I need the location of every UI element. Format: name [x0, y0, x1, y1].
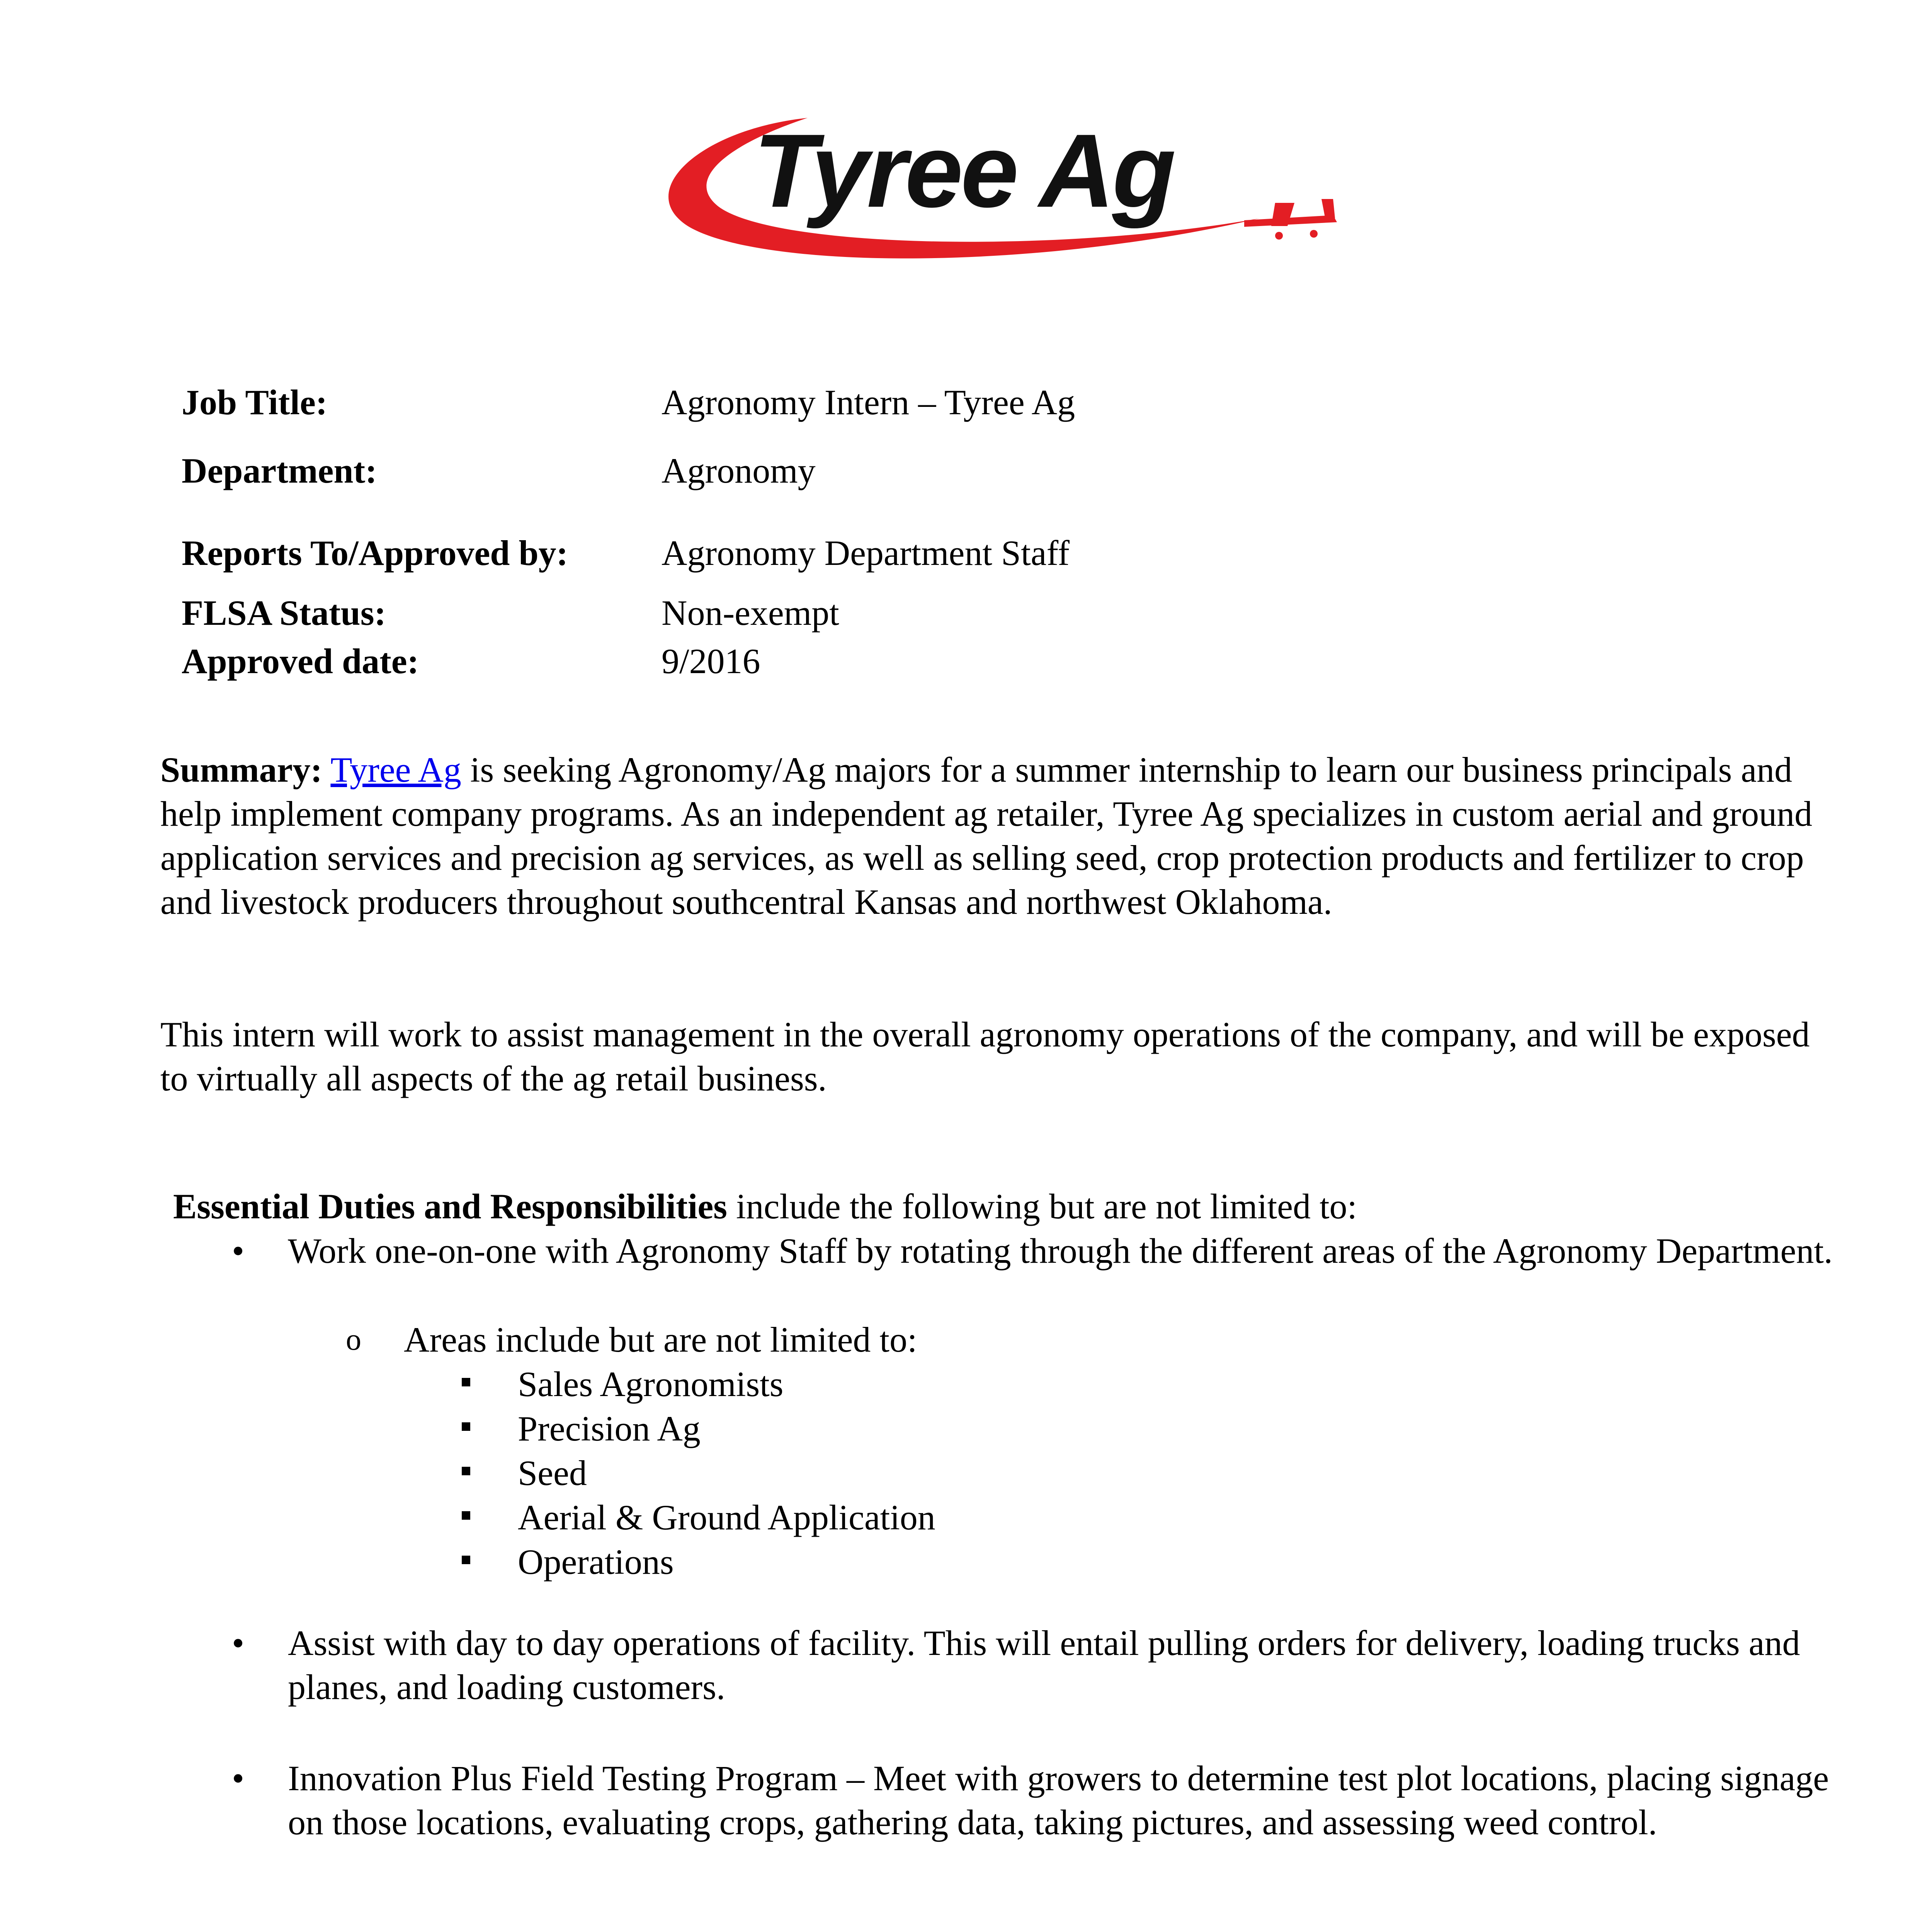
summary-label: Summary:	[160, 750, 323, 789]
square-bullet-icon	[462, 1378, 470, 1386]
company-logo	[641, 110, 1360, 272]
flsa-status-value: Non-exempt	[662, 593, 839, 633]
area-item: Precision Ag	[518, 1409, 701, 1448]
areas-subheading: Areas include but are not limited to:	[404, 1320, 917, 1359]
logo-text: Tyree Ag	[753, 113, 1174, 229]
bullet-icon: •	[232, 1759, 245, 1798]
square-bullet-icon	[462, 1556, 470, 1564]
reports-to-label: Reports To/Approved by:	[182, 533, 568, 573]
airplane-icon	[1244, 199, 1337, 240]
approved-date-label: Approved date:	[182, 641, 419, 681]
area-item: Operations	[518, 1542, 674, 1582]
job-title-label: Job Title:	[182, 383, 328, 422]
summary-text: is seeking Agronomy/Ag majors for a summer internship to learn our business principals and help implement company programs. As an independent ag retailer, Tyree Ag specializes in custom aerial and ground application services and precision ag services, as well as selling seed, crop protection products and fertilizer to crop and livestock producers throughout southcentral Kansas and northwest Oklahoma.	[160, 750, 1813, 922]
duty-item-3: Innovation Plus Field Testing Program – Meet with growers to determine test plot locations, placing signage on those locations, evaluating crops, gathering data, taking pictures, and assessing weed control.	[288, 1759, 1829, 1842]
flsa-status-label: FLSA Status:	[182, 593, 386, 633]
square-bullet-icon	[462, 1467, 470, 1475]
bullet-icon: •	[232, 1623, 245, 1663]
intro-paragraph: This intern will work to assist management in the overall agronomy operations of the company, and will be exposed to virtually all aspects of the ag retail business.	[160, 1015, 1810, 1098]
summary-paragraph	[160, 748, 1845, 924]
square-bullet-icon	[462, 1511, 470, 1520]
duty-item-2: Assist with day to day operations of facility. This will entail pulling orders for delivery, loading trucks and planes, and loading customers.	[288, 1623, 1800, 1707]
sub-bullet-icon: o	[346, 1323, 361, 1357]
bullet-icon: •	[232, 1231, 245, 1270]
duty-item-1: Work one-on-one with Agronomy Staff by rotating through the different areas of the Agronomy Department.	[288, 1231, 1833, 1270]
reports-to-value: Agronomy Department Staff	[662, 533, 1070, 573]
department-label: Department:	[182, 451, 377, 490]
area-item: Seed	[518, 1453, 587, 1493]
square-bullet-icon	[462, 1422, 470, 1431]
company-link[interactable]: Tyree Ag	[330, 750, 461, 789]
duties-heading-bold: Essential Duties and Responsibilities	[173, 1187, 727, 1226]
department-value: Agronomy	[662, 451, 816, 490]
approved-date-value: 9/2016	[662, 641, 760, 681]
job-title-value: Agronomy Intern – Tyree Ag	[662, 383, 1075, 422]
area-item: Sales Agronomists	[518, 1364, 784, 1404]
area-item: Aerial & Ground Application	[518, 1498, 935, 1537]
duties-heading	[173, 1184, 1357, 1228]
duties-heading-suffix: include the following but are not limited to:	[727, 1187, 1357, 1226]
